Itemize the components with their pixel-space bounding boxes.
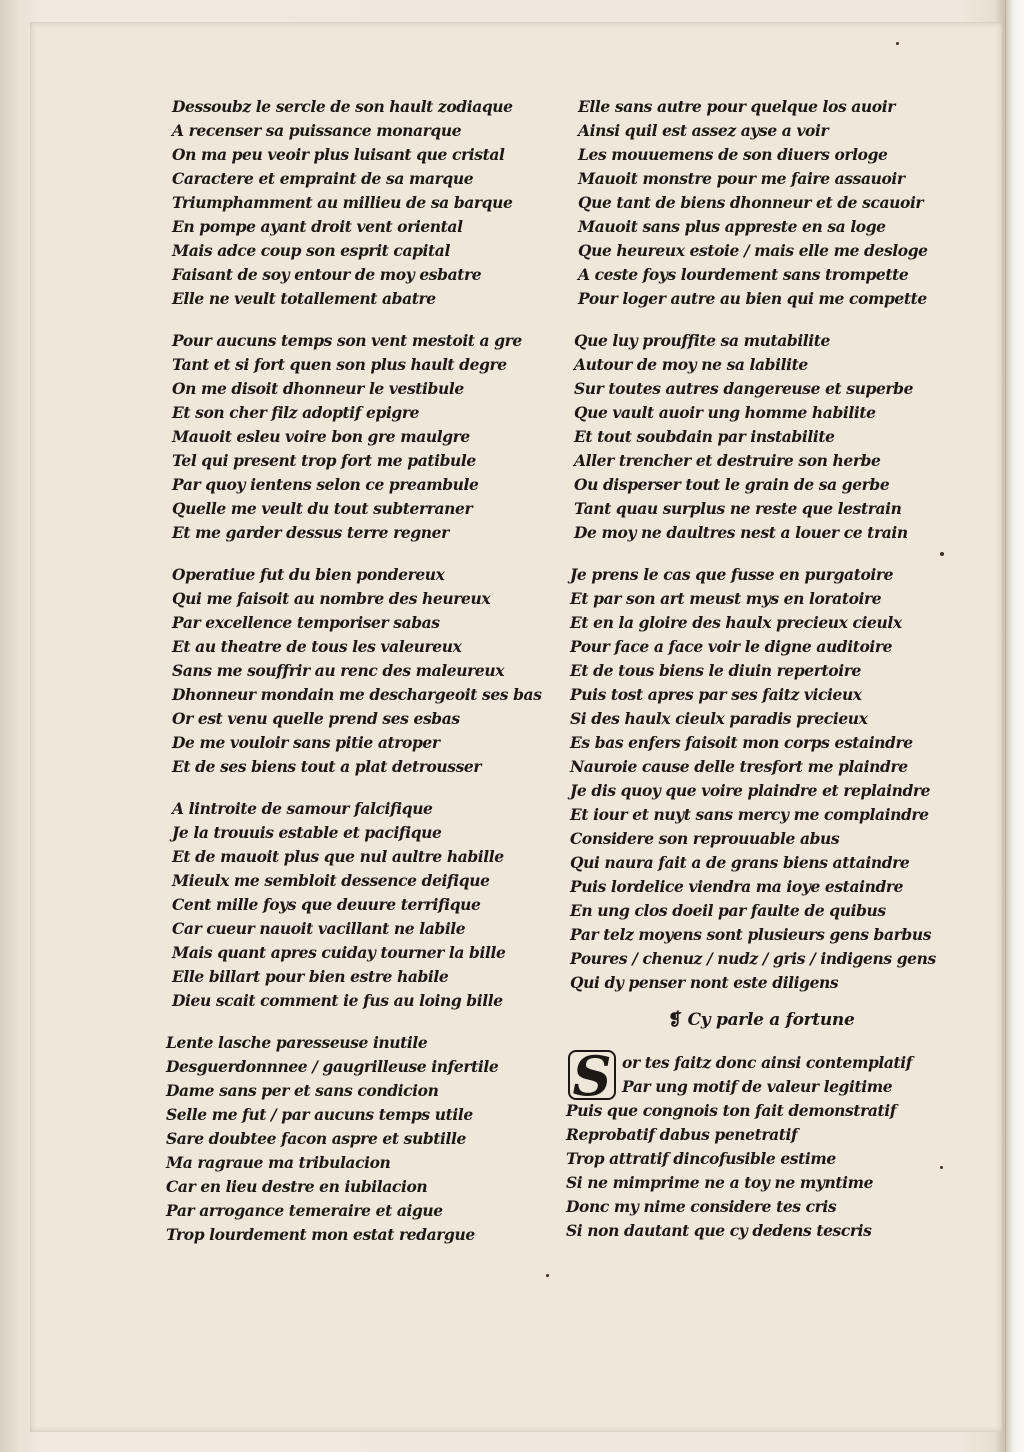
verse-line: Aller trencher et destruire son herbe xyxy=(574,451,881,470)
verse-line: De me vouloir sans pitie atroper xyxy=(172,733,440,752)
verse-line: Je dis quoy que voire plaindre et replaindre xyxy=(570,781,931,800)
verse-line: Mauoit sans plus appreste en sa loge xyxy=(578,217,886,236)
verse-line: Par quoy ientens selon ce preambule xyxy=(172,475,479,494)
verse-line: On ma peu veoir plus luisant que cristal xyxy=(172,145,505,164)
verse-line: Que heureux estoie / mais elle me desloge xyxy=(578,241,928,260)
verse-line: En pompe ayant droit vent oriental xyxy=(172,217,463,236)
verse-line: Autour de moy ne sa labilite xyxy=(574,355,808,374)
verse-line: Sur toutes autres dangereuse et superbe xyxy=(574,379,914,398)
verse-line: Nauroie cause delle tresfort me plaindre xyxy=(570,757,908,776)
verse-line: Or est venu quelle prend ses esbas xyxy=(172,709,460,728)
verse-line: Et en la gloire des haulx precieux cieulx xyxy=(570,613,902,632)
verse-line: Que tant de biens dhonneur et de scauoir xyxy=(578,193,924,212)
verse-line: Elle ne veult totallement abatre xyxy=(172,289,436,308)
verse-line: Tant quau surplus ne reste que lestrain xyxy=(574,499,902,518)
verse-line: Reprobatif dabus penetratif xyxy=(566,1125,798,1144)
verse-line: Tant et si fort quen son plus hault degre xyxy=(172,355,507,374)
verse-line: Qui dy penser nont este diligens xyxy=(570,973,839,992)
verse-line: Trop attratif dincofusible estime xyxy=(566,1149,836,1168)
verse-line: Ou disperser tout le grain de sa gerbe xyxy=(574,475,890,494)
section-heading-text: Cy parle a fortune xyxy=(687,1010,855,1030)
verse-line: Faisant de soy entour de moy esbatre xyxy=(172,265,482,284)
verse-line: Et tout soubdain par instabilite xyxy=(574,427,835,446)
verse-line: A recenser sa puissance monarque xyxy=(172,121,462,140)
verse-line: Et au theatre de tous les valeureux xyxy=(172,637,462,656)
verse-line: Mais quant apres cuiday tourner la bille xyxy=(172,943,506,962)
verse-line: Mauoit monstre pour me faire assauoir xyxy=(578,169,905,188)
verse-line: Qui me faisoit au nombre des heureux xyxy=(172,589,491,608)
verse-line: De moy ne daultres nest a louer ce train xyxy=(574,523,908,542)
verse-line: Pour aucuns temps son vent mestoit a gre xyxy=(172,331,522,350)
verse-line: Desguerdonnnee / gaugrilleuse infertile xyxy=(166,1057,499,1076)
verse-line: Dhonneur mondain me deschargeoit ses bas xyxy=(172,685,542,704)
verse-line: Et me garder dessus terre regner xyxy=(172,523,449,542)
verse-line: Si non dautant que cy dedens tescris xyxy=(566,1221,872,1240)
verse-line: Dieu scait comment ie fus au loing bille xyxy=(172,991,503,1010)
next-page-edge xyxy=(1005,0,1024,1452)
verse-line: Caractere et empraint de sa marque xyxy=(172,169,474,188)
paragraph-mark-icon: ❡ xyxy=(668,1010,682,1030)
verse-line: Je prens le cas que fusse en purgatoire xyxy=(570,565,894,584)
verse-line: Dame sans per et sans condicion xyxy=(166,1081,439,1100)
verse-line: Pour face a face voir le digne auditoire xyxy=(570,637,893,656)
verse-line: Et iour et nuyt sans mercy me complaindre xyxy=(570,805,929,824)
verse-line: Sare doubtee facon aspre et subtille xyxy=(166,1129,466,1148)
verse-line: Es bas enfers faisoit mon corps estaindre xyxy=(570,733,913,752)
ink-speck xyxy=(940,1166,943,1169)
ink-speck xyxy=(940,552,944,556)
verse-line: Ainsi quil est assez ayse a voir xyxy=(578,121,829,140)
verse-line: Cent mille foys que deuure terrifique xyxy=(172,895,481,914)
verse-line: On me disoit dhonneur le vestibule xyxy=(172,379,464,398)
verse-line: Car cueur nauoit vacillant ne labile xyxy=(172,919,466,938)
verse-line: Puis lordelice viendra ma ioye estaindre xyxy=(570,877,904,896)
verse-line: Puis que congnois ton fait demonstratif xyxy=(566,1101,897,1120)
drop-cap: S xyxy=(568,1050,616,1100)
verse-line: Operatiue fut du bien pondereux xyxy=(172,565,445,584)
ink-speck xyxy=(546,1274,549,1277)
verse-line: Par excellence temporiser sabas xyxy=(172,613,440,632)
verse-line: Donc my nime considere tes cris xyxy=(566,1197,837,1216)
verse-line: A lintroite de samour falcifique xyxy=(172,799,433,818)
verse-line: Car en lieu destre en iubilacion xyxy=(166,1177,428,1196)
verse-line: Pour loger autre au bien qui me compette xyxy=(578,289,927,308)
verse-line: Mieulx me sembloit dessence deifique xyxy=(172,871,490,890)
verse-line: Et par son art meust mys en loratoire xyxy=(570,589,882,608)
verse-line: Par arrogance temeraire et aigue xyxy=(166,1201,443,1220)
verse-line: Ma ragraue ma tribulacion xyxy=(166,1153,391,1172)
verse-line: Que luy prouffite sa mutabilite xyxy=(574,331,831,350)
verse-line: Si des haulx cieulx paradis precieux xyxy=(570,709,868,728)
verse-line: Par ung motif de valeur legitime xyxy=(622,1077,893,1096)
verse-line: Quelle me veult du tout subterraner xyxy=(172,499,473,518)
verse-line: Les mouuemens de son diuers orloge xyxy=(578,145,888,164)
verse-line: Mais adce coup son esprit capital xyxy=(172,241,450,260)
verse-line: Dessoubz le sercle de son hault zodiaque xyxy=(172,97,513,116)
verse-line: Sans me souffrir au renc des maleureux xyxy=(172,661,505,680)
verse-line: Et de tous biens le diuin repertoire xyxy=(570,661,861,680)
verse-line: A ceste foys lourdement sans trompette xyxy=(578,265,909,284)
verse-line: Tel qui present trop fort me patibule xyxy=(172,451,476,470)
verse-line: Triumphamment au millieu de sa barque xyxy=(172,193,513,212)
verse-line: Lente lasche paresseuse inutile xyxy=(166,1033,428,1052)
verse-line: Que vault auoir ung homme habilite xyxy=(574,403,876,422)
verse-line: Et de mauoit plus que nul aultre habille xyxy=(172,847,504,866)
verse-line: En ung clos doeil par faulte de quibus xyxy=(570,901,886,920)
verse-line: Mauoit esleu voire bon gre maulgre xyxy=(172,427,470,446)
verse-line: Si ne mimprime ne a toy ne myntime xyxy=(566,1173,874,1192)
verse-line: Trop lourdement mon estat redargue xyxy=(166,1225,475,1244)
verse-line: Elle sans autre pour quelque los auoir xyxy=(578,97,895,116)
verse-line: Elle billart pour bien estre habile xyxy=(172,967,449,986)
ink-speck xyxy=(896,42,899,45)
verse-line: Poures / chenuz / nudz / gris / indigens gens xyxy=(570,949,936,968)
verse-line: Je la trouuis estable et pacifique xyxy=(172,823,442,842)
verse-line: or tes faitz donc ainsi contemplatif xyxy=(622,1053,913,1072)
verse-line: Et son cher filz adoptif epigre xyxy=(172,403,420,422)
section-heading xyxy=(668,1010,855,1030)
verse-line: Qui naura fait a de grans biens attaindre xyxy=(570,853,910,872)
verse-line: Selle me fut / par aucuns temps utile xyxy=(166,1105,473,1124)
verse-line: Et de ses biens tout a plat detrousser xyxy=(172,757,482,776)
verse-line: Par telz moyens sont plusieurs gens barbus xyxy=(570,925,932,944)
verse-line: Considere son reprouuable abus xyxy=(570,829,840,848)
verse-line: Puis tost apres par ses faitz vicieux xyxy=(570,685,862,704)
